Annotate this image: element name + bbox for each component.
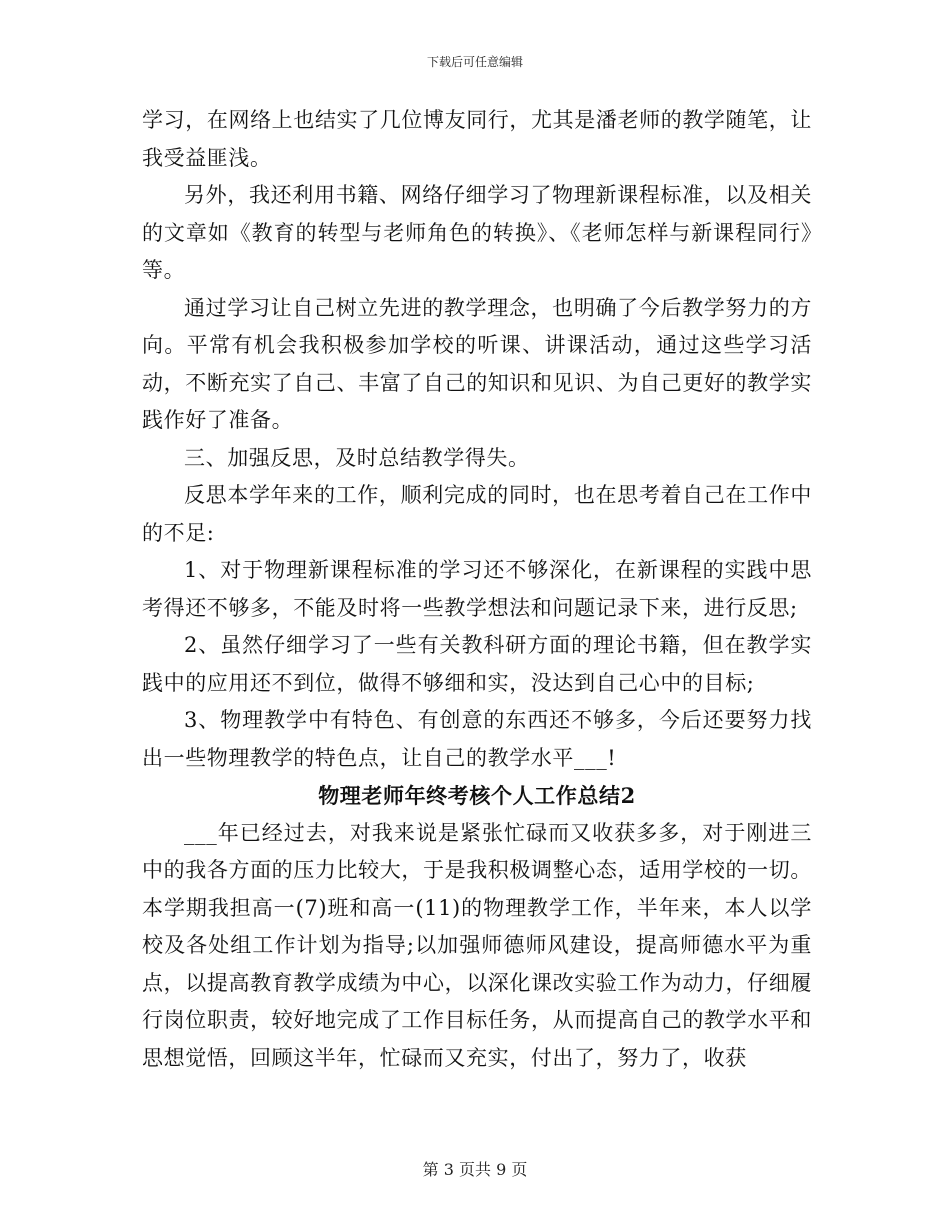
paragraph-3: 通过学习让自己树立先进的教学理念，也明确了今后教学努力的方向。平常有机会我积极参加学校的听课、讲课活动，通过这些学习活动，不断充实了自己、丰富了自己的知识和见识、为自己更好的教学实践作好了准备。: [142, 295, 812, 432]
paragraph-1: 学习，在网络上也结实了几位博友同行，尤其是潘老师的教学随笔，让我受益匪浅。: [142, 108, 812, 170]
list-item-2: 2、虽然仔细学习了一些有关教科研方面的理论书籍，但在教学实践中的应用还不到位，做得不够细和实，没达到自己心中的目标;: [142, 633, 812, 695]
document-body: [142, 102, 812, 1077]
list-item-3: 3、物理教学中有特色、有创意的东西还不够多，今后还要努力找出一些物理教学的特色点，让自己的教学水平___!: [142, 708, 812, 770]
page-header: 下载后可任意编辑: [426, 55, 523, 69]
paragraph-2: 另外，我还利用书籍、网络仔细学习了物理新课程标准，以及相关的文章如《教育的转型与老师角色的转换》、《老师怎样与新课程同行》等。: [142, 183, 812, 282]
section-heading-3: 三、加强反思，及时总结教学得失。: [184, 445, 530, 470]
section-paragraph-1: ___年已经过去，对我来说是紧张忙碌而又收获多多，对于刚进三中的我各方面的压力比较大，于是我积极调整心态，适用学校的一切。本学期我担高一(7)班和高一(11)的物理教学工作，半年来，本人以学校及各处组工作计划为指导;以加强师德师风建设，提高师德水平为重点，以提高教育教学成绩为中心，以深化课改实验工作为动力，仔细履行岗位职责，较好地完成了工作目标任务，从而提高自己的教学水平和思想觉悟，回顾这半年，忙碌而又充实，付出了，努力了，收获: [142, 820, 812, 1070]
paragraph-5: 反思本学年来的工作，顺利完成的同时，也在思考着自己在工作中的不足:: [142, 483, 812, 545]
list-item-1: 1、对于物理新课程标准的学习还不够深化，在新课程的实践中思考得还不够多，不能及时将一些教学想法和问题记录下来，进行反思;: [142, 558, 812, 620]
section-title: 物理老师年终考核个人工作总结2: [318, 783, 636, 808]
page-footer: 第 3 页共 9 页: [422, 1160, 528, 1179]
